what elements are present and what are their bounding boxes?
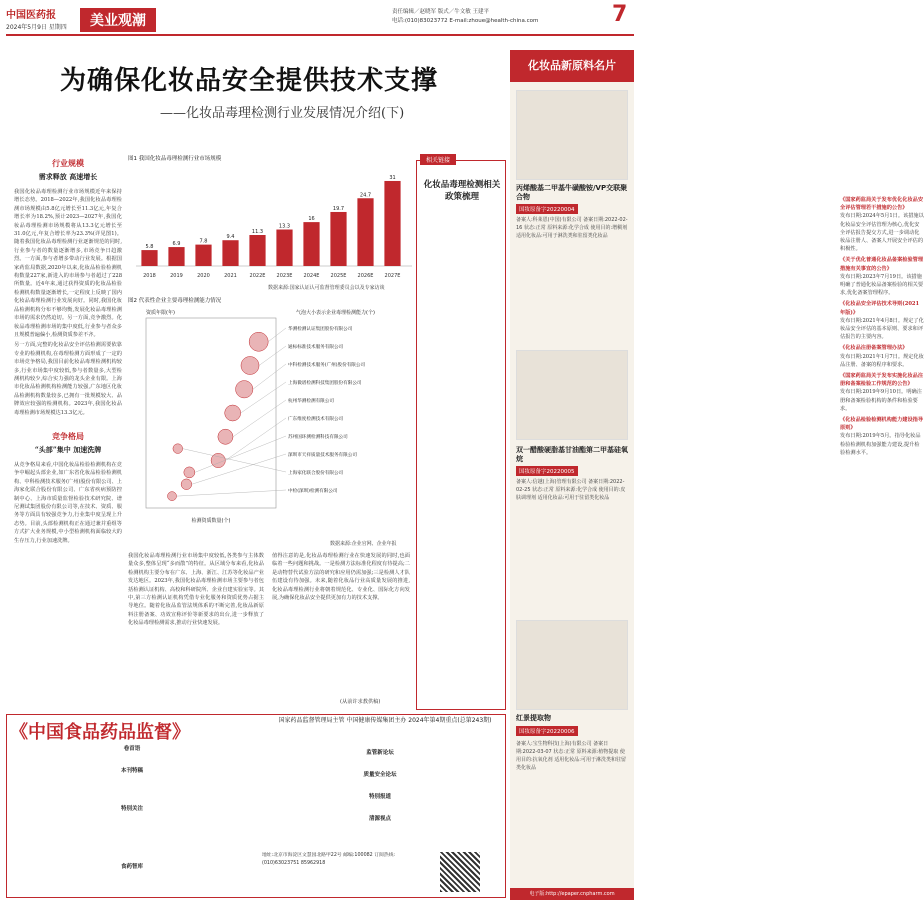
subheadline: ——化妆品毒理检测行业发展情况介绍(下) xyxy=(160,106,405,121)
ad-lines xyxy=(262,800,498,814)
chart1-value-label: 24.7 xyxy=(359,192,372,199)
column-1 xyxy=(14,158,122,545)
article-note: (从前许求教供稿) xyxy=(340,699,381,705)
chart2-point-label: 上海微谱检测科技集团股份有限公司 xyxy=(288,381,362,386)
related-tag: 相关链接 xyxy=(420,154,456,165)
masthead: 中国医药报 xyxy=(6,10,56,21)
related-item xyxy=(840,300,924,341)
chart2-point xyxy=(236,381,253,398)
related-item xyxy=(840,196,924,253)
ad-lines xyxy=(12,812,252,862)
sidebar-title: 化妆品新原料名片 xyxy=(510,50,634,82)
ad-org: 国家药品监督管理局主管 中国健康传媒集团主办 2024年第4期重点(总第243期) xyxy=(278,717,492,724)
related-item-text: 发布日期:2024年5月1日。该措施以化妆品安全评估管理为核心,优化安全评估报告提交方式,进一步调动化妆品注册人、备案人开展安全评估的积极性。 xyxy=(840,213,924,253)
chart1-tick-label: 2025E xyxy=(330,273,347,279)
qr-code xyxy=(440,852,480,892)
ad-footer-info: 地址:北京市海淀区文慧园北路甲22号 邮编:100082 订阅热线:(010)63023751 85962918 xyxy=(262,853,396,866)
chart2-point-label: 中科检测技术服务(广州)股份有限公司 xyxy=(288,363,366,368)
ad-lines xyxy=(12,774,252,804)
chart2-point-label: 杭州华测检测有限公司 xyxy=(288,399,334,404)
chart1-tick-label: 2027E xyxy=(384,273,401,279)
chart1-tick-label: 2021 xyxy=(224,273,237,279)
chart2-point-label: 中检(深圳)检测有限公司 xyxy=(288,489,338,494)
chart1-bar-chart xyxy=(126,162,416,282)
chart1-tick-label: 2019 xyxy=(170,273,183,279)
chart2-bubble-chart xyxy=(126,304,416,534)
ad-lines xyxy=(12,752,252,766)
section1-title: 行业规模 xyxy=(52,158,84,168)
headline: 为确保化妆品安全提供技术支撑 xyxy=(60,66,439,96)
section1-text2: 另一方面,完整的化妆品安全评估检测需要依靠专业的检测机构,在毒理检测方面形成了一定的市场竞争格局,我国目前化妆品毒理检测机构较多,行业市场集中度较低,参与者数量多,大型检测机构较少,综合实力强的龙头企业有限。上海市化妆品检测机构检测能力较强,广东地区化妆品检测机构数量较多,已拥有一批规模较大、品牌效应较强的检测机构。2023年,我国化妆品毒理检测市场规模达13.3亿元。 xyxy=(14,342,122,416)
column-3-text: 我国化妆品毒理检测行业市场集中度较低,各类参与主体数量众多,整体呈现“多而散”的特征。从区域分布来看,化妆品检测机构主要分布在广东、上海、浙江、江苏等化妆品产业发达地区。2023年,我国化妆品毒理检测市场主要参与者包括检测认证机构、高校和科研院所、企业自建实验室等。其中,第三方检测认证机构凭借专业化服务和资质优势占据主导地位。随着化妆品监管法规体系的不断完善,化妆品新原料注册备案、功效宣称评价等新要求的出台,进一步释放了化妆品毒理检测需求,推动行业快速发展。 xyxy=(128,553,264,627)
product-name: 红景提取物 xyxy=(516,714,551,722)
related-item xyxy=(840,416,924,457)
ad-title: 《中国食品药品监督》 xyxy=(10,722,190,743)
product-number: 国妆原备字20220004 xyxy=(516,204,578,214)
contact-line: 电话:(010)83023772 E-mail:zhoue@health-china.com xyxy=(392,18,539,24)
related-item-name: 《国家药监局关于发布实施化妆品注册和备案检验工作规范的公告》 xyxy=(840,373,924,388)
product-image xyxy=(516,350,628,440)
ad-section: 监管新论坛 xyxy=(366,750,394,756)
chart1-value-label: 31 xyxy=(389,174,396,181)
ad-right-column xyxy=(262,748,498,822)
chart1-tick-label: 2018 xyxy=(143,273,156,279)
chart1-bar xyxy=(249,235,265,266)
chart1-source: 数据来源:国家认证认可监督管理委员会以及专家访谈 xyxy=(268,285,385,291)
chart2-point xyxy=(168,492,177,501)
related-item-name: 《化妆品检验检测机构能力建设指导原则》 xyxy=(840,417,924,432)
section-name: 美业观潮 xyxy=(80,8,156,32)
chart1-tick-label: 2022E xyxy=(249,273,266,279)
related-item-text: 发布日期:2019年5月。指导化妆品检验检测机构加强能力建设,提升检验检测水平。 xyxy=(840,433,921,456)
chart2-y-label: 资质年限(年) xyxy=(146,310,175,316)
chart2-point xyxy=(241,357,259,375)
chart2-point xyxy=(218,429,233,444)
ad-lines xyxy=(262,778,498,792)
chart1-value-label: 5.8 xyxy=(145,244,154,251)
chart1-bar xyxy=(276,230,292,266)
ad-section: 卷首语 xyxy=(123,746,141,752)
product-info: 备案人:信越(上海)管理有限公司 备案日期:2022-02-25 状态:正常 原料来源:化学合成 使用目的:皮肤调理剂 适用化妆品:可用于驻留类化妆品 xyxy=(516,479,626,501)
related-item-name: 《国家药监局关于发布优化化妆品安全评估管理若干措施的公告》 xyxy=(840,197,924,212)
product-image xyxy=(516,90,628,180)
product-number: 国妆原备字20220005 xyxy=(516,466,578,476)
chart1-tick-label: 2023E xyxy=(276,273,293,279)
chart1-bar xyxy=(303,222,319,266)
ad-section: 清源视点 xyxy=(368,816,391,822)
chart2-point-label: 深圳市天祥质量技术服务有限公司 xyxy=(288,453,357,458)
related-item-text: 发布日期:2019年9月10日。明确注册和备案检验机构的条件和检验要求。 xyxy=(840,389,922,412)
chart1-value-label: 6.9 xyxy=(172,241,181,248)
chart2-point xyxy=(181,479,192,490)
chart1-value-label: 11.3 xyxy=(251,229,264,236)
page-number: 7 xyxy=(612,2,628,27)
chart1-tick-label: 2024E xyxy=(303,273,320,279)
product-number: 国妆原备字20220006 xyxy=(516,726,578,736)
chart1-value-label: 9.4 xyxy=(226,234,235,241)
chart2-source: 数据来源:企业官网、企业年报 xyxy=(330,541,397,547)
related-item xyxy=(840,372,924,413)
chart1-tick-label: 2020 xyxy=(197,273,210,279)
chart2-point-label: 上海家化联合股份有限公司 xyxy=(288,471,344,476)
ad-lines xyxy=(262,756,498,770)
product-image xyxy=(516,620,628,710)
chart2-point-label: 苏州国环测检测科技有限公司 xyxy=(288,435,348,440)
ad-section: 特别报道 xyxy=(368,794,391,800)
product-info: 备案人:科莱恩(中国)有限公司 备案日期:2022-02-16 状态:正常 原料来源:化学合成 使用目的:增稠剂 适用化妆品:可用于淋洗类和驻留类化妆品 xyxy=(516,217,628,239)
section2-text: 从竞争格局来看,中国化妆品检验检测机构在竞争中崛起头部企业,如广东省化妆品检验检测机构、中科检测技术服务(广州)股份有限公司、上海家化联合股份有限公司、广东省疾病预防控制中心、上海市质量监督检验技术研究院、谱尼测试集团股份有限公司等,在技术、资质、服务等方面具有较强竞争力,行业集中度呈现上升态势。目前,头部检测机构正在通过兼并重组等方式扩大业务规模,中小型检测机构面临较大的生存压力,行业加速洗牌。 xyxy=(14,461,122,544)
section2-title: 竞争格局 xyxy=(52,430,84,441)
chart1-bar xyxy=(141,250,157,266)
chart2-point xyxy=(184,467,195,478)
header-rule xyxy=(6,34,634,36)
editor-info xyxy=(392,8,538,26)
related-item xyxy=(840,256,924,297)
related-item-name: 《化妆品安全评估技术导则(2021年版)》 xyxy=(840,301,920,316)
ad-section: 质量安全论坛 xyxy=(363,772,397,778)
ad-section: 特别关注 xyxy=(120,806,143,812)
product-name: 丙烯酸基二甲基牛磺酸铵/VP交联聚合物 xyxy=(516,184,628,201)
chart2-x-label: 检测资质数量(个) xyxy=(191,518,231,524)
chart1-bar xyxy=(195,245,211,266)
column-4-text: 值得注意的是,化妆品毒理检测行业在快速发展的同时,也面临着一些问题和挑战。一是检测方法标准化程度有待提高;二是动物替代试验方法的研究和应用仍需加强;三是检测人才队伍建设有待加强。未来,随着化妆品行业高质量发展的推进,化妆品毒理检测行业将朝着规范化、专业化、国际化方向发展,为确保化妆品安全提供更加有力的技术支撑。 xyxy=(272,553,410,602)
chart2-point xyxy=(249,332,268,351)
chart1-bar xyxy=(384,181,400,266)
ad-left-column xyxy=(12,744,252,870)
section2-sub: “头部”集中 加速洗牌 xyxy=(34,444,102,454)
product-name: 双一醋酸硬脂基甘油酯第二甲基硅氧烷 xyxy=(516,446,628,463)
related-item xyxy=(840,344,924,369)
chart2-point xyxy=(225,405,241,421)
related-item-text: 发布日期:2021年4月8日。规定了化妆品安全评估的基本原则、要求和评估报告的主要内容。 xyxy=(840,317,924,341)
related-title: 化妆品毒理检测相关政策梳理 xyxy=(423,180,501,202)
related-item-name: 《化妆品注册备案管理办法》 xyxy=(840,345,908,352)
related-item-name: 《关于优化普通化妆品备案检验管理措施有关事宜的公告》 xyxy=(840,257,924,272)
ad-section: 食药智库 xyxy=(120,864,143,870)
section1-text: 我国化妆品毒理检测行业市场规模近年来保持增长态势。2018—2022年,我国化妆品毒理检测市场规模由5.8亿元增长至11.3亿元,年复合增长率为18.2%,预计2023—2027年,我国化妆品毒理检测市场规模将从13.3亿元增长至31.0亿元,年复合增长率为23.3%(详见图1)。随着我国化妆品毒理检测行业逐渐规范的同时,行业参与者的数量逐渐增多,市场竞争日趋激烈。一方面,参与者增多带动行业发展。根据国家药监局数据,2020年以来,化妆品检验检测机构数量227家,新进入的市场参与者超过了228所数量。近4年来,通过获得资质的化妆品检验检测机构数量逐渐增长,一定程度上反映了国内化妆品毒理检测行业发展向好。同时,我国化妆品检测机构分布不够均衡,发展化妆品毒理检测市场的需求仍然迫切。另一方面,竞争激烈。化妆品毒理检测市场的集中度低,行业参与者众多且规模普遍偏小,检测资质参差不齐。 xyxy=(14,189,122,338)
related-item-text: 发布日期:2023年7月19日。该措施明确了普通化妆品备案检验的相关要求,优化备案管理程序。 xyxy=(840,273,924,297)
chart2-title: 图2 代表性企业主要毒理检测能力情况 xyxy=(128,298,222,304)
chart1-bar xyxy=(168,247,184,266)
chart2-point xyxy=(173,444,183,454)
chart2-legend: 气泡大小表示企业毒理检测能力(个) xyxy=(296,310,375,316)
section1-sub: 需求释放 高速增长 xyxy=(38,172,98,181)
chart2-point-label: 广东维度检测技术有限公司 xyxy=(288,417,344,422)
chart1-value-label: 19.7 xyxy=(332,205,345,212)
chart1-value-label: 13.3 xyxy=(278,223,291,230)
ad-section: 本刊特稿 xyxy=(120,768,143,774)
chart2-point-label: 通标标准技术服务有限公司 xyxy=(288,345,344,350)
chart2-point-label: 华测检测认证集团股份有限公司 xyxy=(288,327,353,332)
chart1-value-label: 16 xyxy=(308,216,315,223)
issue-date: 2024年5月9日 星期四 xyxy=(6,24,67,31)
chart1-bar xyxy=(357,198,373,266)
product-info: 备案人:宝生物科技(上海)有限公司 备案日期:2022-03-07 状态:正常 原料来源:植物提取 使用目的:抗氧化剂 适用化妆品:可用于淋洗类和驻留类化妆品 xyxy=(516,741,626,771)
chart1-tick-label: 2026E xyxy=(357,273,374,279)
related-item-text: 发布日期:2021年1月7日。规定化妆品注册、备案的程序和要求。 xyxy=(840,353,924,368)
footer: 电子版:http://epaper.cnpharm.com xyxy=(510,888,634,900)
chart1-value-label: 7.8 xyxy=(199,238,208,245)
chart1-bar xyxy=(222,240,238,266)
chart1-title: 图1 我国化妆品毒理检测行业市场规模 xyxy=(128,156,222,162)
editor-line: 责任编辑／赵晓军 版式／牛文敏 王建平 xyxy=(392,9,489,15)
chart1-bar xyxy=(330,212,346,266)
